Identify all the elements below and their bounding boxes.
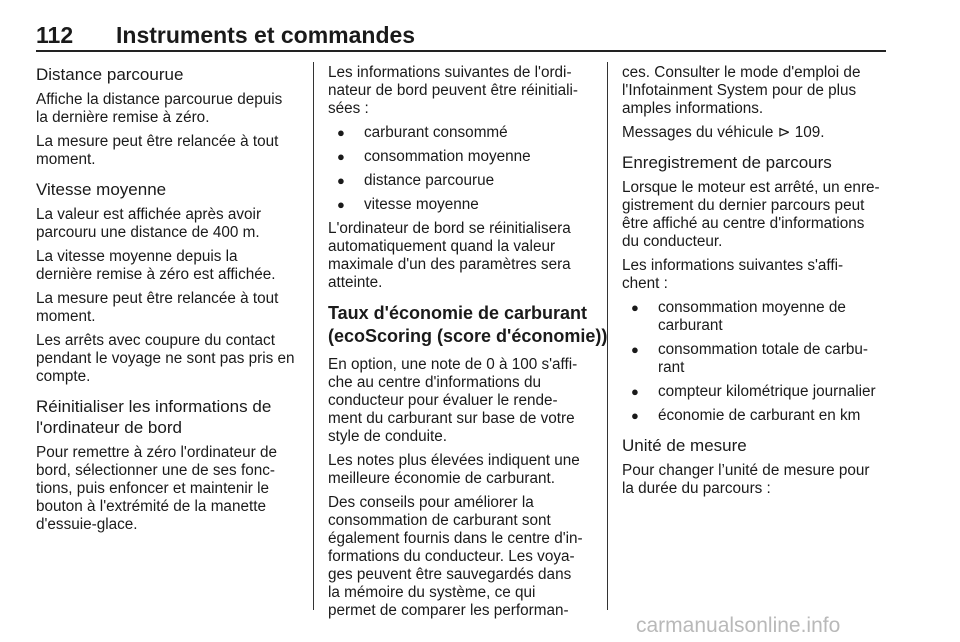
page-title: Instruments et commandes (116, 22, 416, 48)
bullet-list (622, 299, 890, 425)
paragraph: Lorsque le moteur est arrêté, un enre- gistrement du dernier parcours peut être affiché au centre d'informations du conducteur. (622, 179, 880, 250)
list-item: ● distance parcourue (328, 172, 596, 190)
heading-reinitialiser: Réinitialiser les informations de l'ordinateur de bord (36, 397, 272, 437)
paragraph: Les notes plus élevées indiquent une meilleure économie de carburant. (328, 452, 580, 487)
paragraph: Les informations suivantes de l'ordi- nateur de bord peuvent être réinitiali- sées : (328, 64, 579, 117)
header-rule (36, 50, 886, 52)
paragraph: Pour remettre à zéro l'ordinateur de bord, sélectionner une de ses fonc- tions, puis enfoncer et maintenir le bouton à l'extrémité de la manette d'essuie-glace. (36, 444, 277, 533)
list-item: ● compteur kilométrique journalier (622, 383, 890, 401)
cross-reference[interactable]: Messages du véhicule ⊳ 109. (622, 124, 825, 141)
list-item: ● vitesse moyenne (328, 196, 596, 214)
paragraph: La vitesse moyenne depuis la dernière remise à zéro est affichée. (36, 248, 276, 283)
list-item: ● consommation moyenne de carburant (622, 299, 890, 335)
heading-ecoscoring: Taux d'économie de carburant (ecoScoring (score d'économie)) (328, 303, 608, 346)
bullet-list (328, 124, 596, 214)
paragraph: Affiche la distance parcourue depuis la dernière remise à zéro. (36, 91, 283, 126)
list-item: ● économie de carburant en km (622, 407, 890, 425)
heading-distance: Distance parcourue (36, 65, 184, 84)
heading-vitesse: Vitesse moyenne (36, 180, 167, 199)
paragraph: La mesure peut être relancée à tout moment. (36, 290, 279, 325)
watermark: carmanualsonline.info (636, 614, 841, 637)
list-item: ● consommation moyenne (328, 148, 596, 166)
page-header (36, 22, 886, 50)
list-item: ● carburant consommé (328, 124, 596, 142)
paragraph: ces. Consulter le mode d'emploi de l'Infotainment System pour de plus amples informations. (622, 64, 861, 117)
column-1 (36, 64, 304, 540)
paragraph: Les arrêts avec coupure du contact pendant le voyage ne sont pas pris en compte. (36, 332, 295, 385)
column-divider-1 (313, 62, 314, 610)
paragraph: La mesure peut être relancée à tout moment. (36, 133, 279, 168)
paragraph: L'ordinateur de bord se réinitialisera automatiquement quand la valeur maximale d'un des paramètres sera atteinte. (328, 220, 571, 291)
paragraph: Pour changer l’unité de mesure pour la durée du parcours : (622, 462, 870, 497)
list-item: ● consommation totale de carbu- rant (622, 341, 890, 377)
paragraph: En option, une note de 0 à 100 s'affi- che au centre d'informations du conducteur pour évaluer le rende- ment du carburant sur base de votre style de conduite. (328, 356, 578, 445)
column-2 (328, 64, 608, 626)
reference-arrow-icon: ⊳ (777, 124, 791, 141)
column-divider-2 (607, 62, 608, 610)
paragraph: La valeur est affichée après avoir parcouru une distance de 400 m. (36, 206, 262, 241)
paragraph: Des conseils pour améliorer la consommation de carburant sont également fournis dans le centre d'in- formations du conducteur. Les voya- ges peuvent être sauvegardés dans la mémoire du système, ce qui permet de comparer les performan- (328, 494, 583, 619)
paragraph: Les informations suivantes s'affi- chent : (622, 257, 844, 292)
page-number: 112 (36, 22, 74, 48)
heading-unite: Unité de mesure (622, 436, 747, 455)
column-3 (622, 64, 890, 504)
heading-enregistrement: Enregistrement de parcours (622, 153, 832, 172)
